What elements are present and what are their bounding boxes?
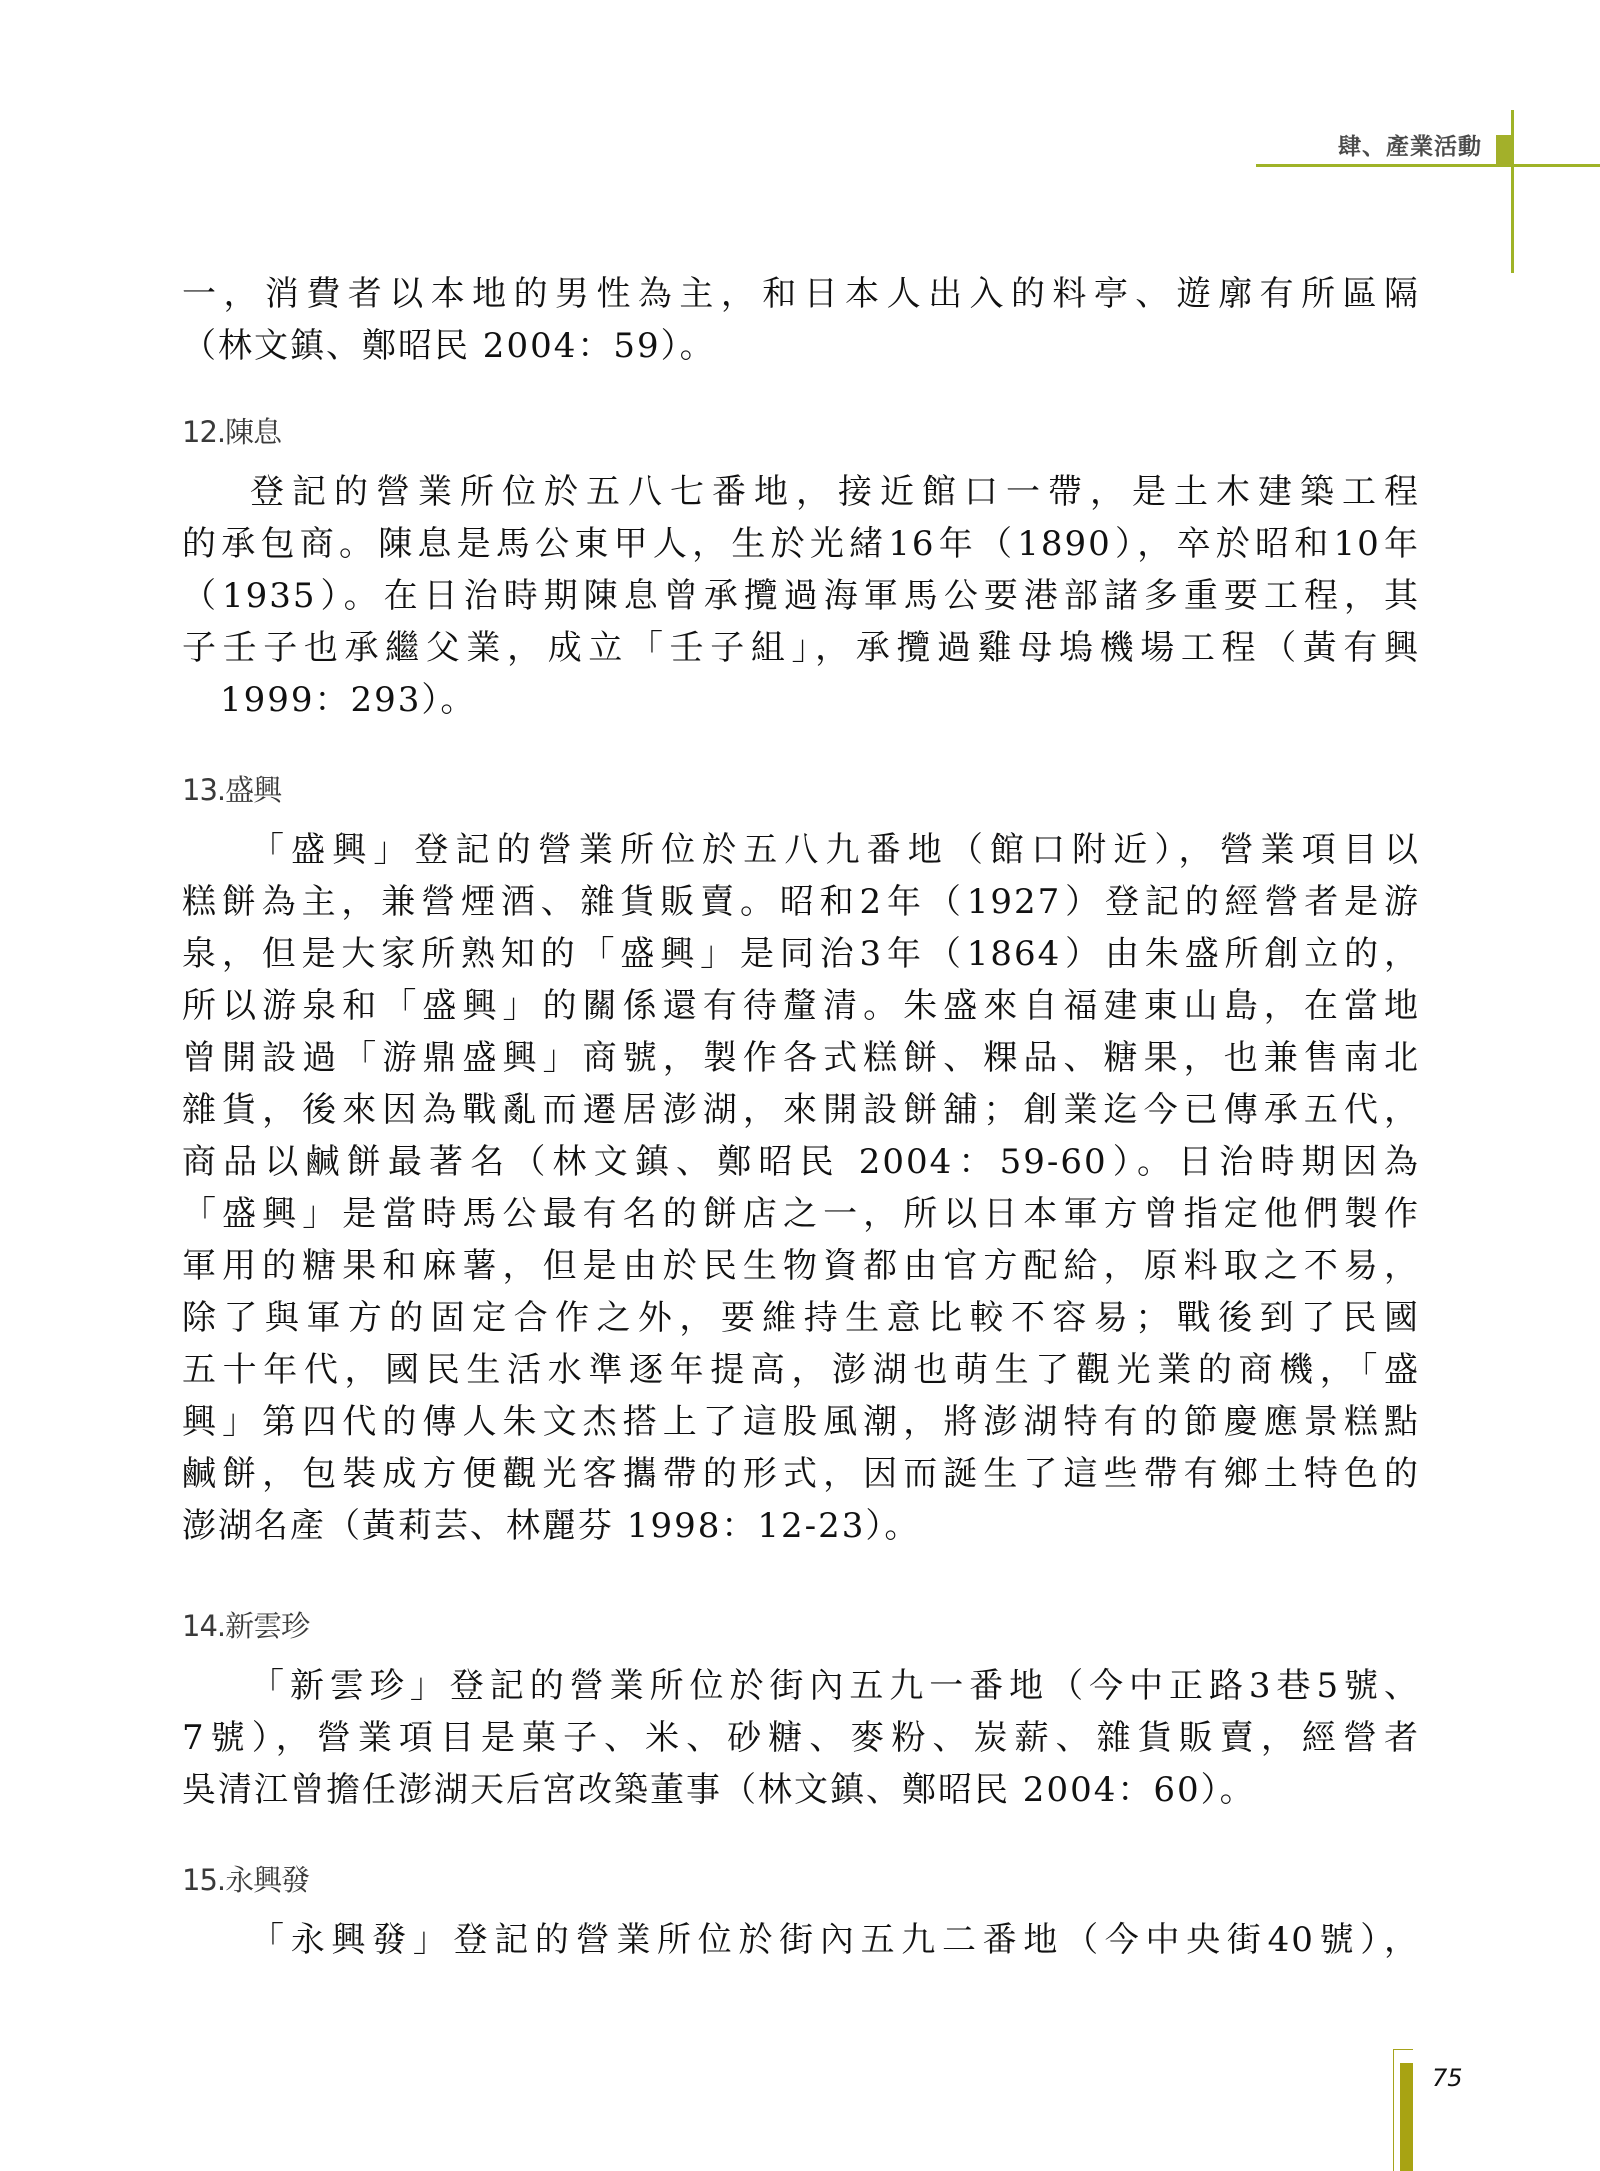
body-line: 子壬子也承繼父業，成立「壬子組」，承攬過雞母塢機場工程（黃有興 [182,628,1420,668]
section-heading: 12.陳息 [182,415,282,449]
body-line: 五十年代，國民生活水準逐年提高，澎湖也萌生了觀光業的商機，「盛 [182,1350,1420,1390]
footer-accent-bar [1400,2063,1413,2171]
body-line: 所以游泉和「盛興」的關係還有待釐清。朱盛來自福建東山島，在當地 [182,986,1420,1026]
body-line: 登記的營業所位於五八七番地，接近館口一帶，是土木建築工程 [250,472,1420,512]
body-line: 興」第四代的傳人朱文杰搭上了這股風潮，將澎湖特有的節慶應景糕點 [182,1402,1420,1442]
section-heading: 15.永興發 [182,1863,310,1897]
section-heading: 13.盛興 [182,773,282,807]
body-line: 1999：293）。 [220,680,477,720]
body-line: 「新雲珍」登記的營業所位於街內五九一番地（今中正路3巷5號、 [250,1666,1420,1706]
section-heading: 14.新雲珍 [182,1609,310,1643]
body-line: 的承包商。陳息是馬公東甲人，生於光緒16年（1890），卒於昭和10年 [182,524,1420,564]
body-line: 糕餅為主，兼營煙酒、雜貨販賣。昭和2年（1927）登記的經營者是游 [182,882,1420,922]
chapter-title: 肆、產業活動 [1338,133,1482,160]
body-line: 泉，但是大家所熟知的「盛興」是同治3年（1864）由朱盛所創立的， [182,934,1420,974]
body-line: 「盛興」是當時馬公最有名的餅店之一，所以日本軍方曾指定他們製作 [182,1194,1420,1234]
body-line: 「永興發」登記的營業所位於街內五九二番地（今中央街40號）， [250,1920,1420,1960]
body-line: 雜貨，後來因為戰亂而遷居澎湖，來開設餅舖；創業迄今已傳承五代， [182,1090,1420,1130]
body-line: 除了與軍方的固定合作之外，要維持生意比較不容易；戰後到了民國 [182,1298,1420,1338]
header-rule-horizontal [1256,164,1600,167]
body-line: 曾開設過「游鼎盛興」商號，製作各式糕餅、粿品、糖果，也兼售南北 [182,1038,1420,1078]
body-line: （1935）。在日治時期陳息曾承攬過海軍馬公要港部諸多重要工程，其 [182,576,1420,616]
body-line: 「盛興」登記的營業所位於五八九番地（館口附近），營業項目以 [250,830,1420,870]
body-line: 一，消費者以本地的男性為主，和日本人出入的料亭、遊廓有所區隔 [182,274,1420,314]
body-line: 7號），營業項目是菓子、米、砂糖、麥粉、炭薪、雜貨販賣，經營者 [182,1718,1420,1758]
body-line: 軍用的糖果和麻薯，但是由於民生物資都由官方配給，原料取之不易， [182,1246,1420,1286]
body-line: 商品以鹹餅最著名（林文鎮、鄭昭民 2004：59-60）。日治時期因為 [182,1142,1420,1182]
page-number: 75 [1432,2064,1463,2092]
body-line: 鹹餅，包裝成方便觀光客攜帶的形式，因而誕生了這些帶有鄉土特色的 [182,1454,1420,1494]
body-line: （林文鎮、鄭昭民 2004：59）。 [182,326,716,366]
body-line: 澎湖名產（黃莉芸、林麗芬 1998：12-23）。 [182,1506,921,1546]
header-accent-block [1496,135,1512,166]
body-line: 吳清江曾擔任澎湖天后宮改築董事（林文鎮、鄭昭民 2004：60）。 [182,1770,1256,1810]
